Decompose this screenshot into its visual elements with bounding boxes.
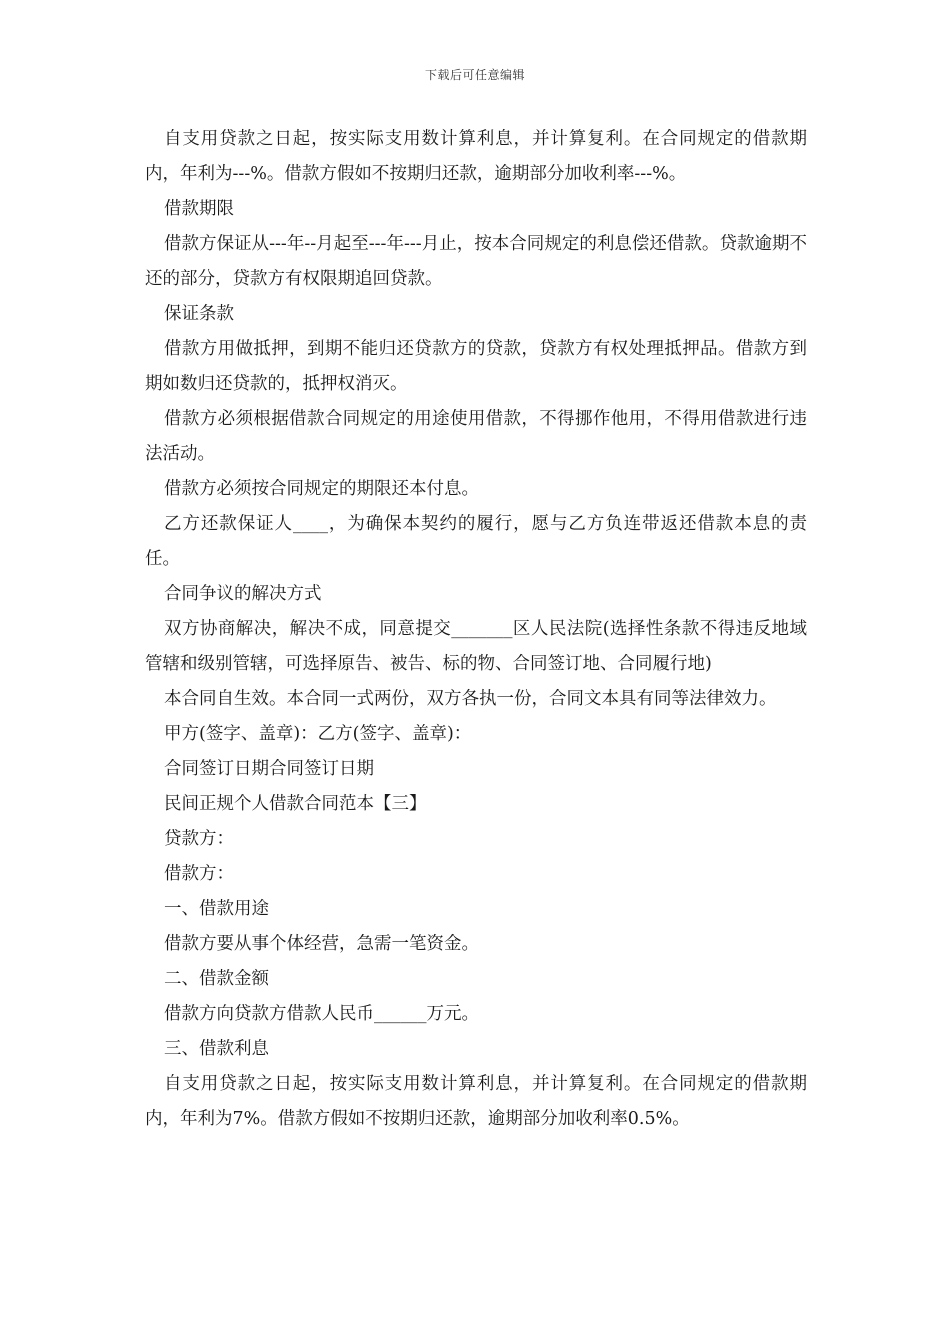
paragraph-collateral: 借款方用做抵押，到期不能归还贷款方的贷款，贷款方有权处理抵押品。借款方到期如数归还贷款的，抵押权消灭。	[145, 339, 807, 394]
page-header: 下载后可任意编辑	[424, 68, 525, 82]
heading-guarantee: 保证条款	[164, 304, 234, 324]
document-body	[145, 122, 807, 1137]
paragraph-usage: 借款方必须根据借款合同规定的用途使用借款，不得挪作他用，不得用借款进行违法活动。	[145, 409, 807, 464]
paragraph-repayment: 借款方必须按合同规定的期限还本付息。	[164, 479, 479, 499]
heading-purpose: 一、借款用途	[164, 899, 269, 919]
signature-line: 甲方(签字、盖章)：乙方(签字、盖章)：	[164, 724, 472, 744]
paragraph-dispute: 双方协商解决，解决不成，同意提交_______区人民法院(选择性条款不得违反地域管辖和级别管辖，可选择原告、被告、标的物、合同签订地、合同履行地)	[145, 619, 807, 674]
heading-amount: 二、借款金额	[164, 969, 269, 989]
section-title: 民间正规个人借款合同范本【三】	[164, 794, 427, 814]
paragraph-loan-term: 借款方保证从---年--月起至---年---月止，按本合同规定的利息偿还借款。贷款逾期不还的部分，贷款方有权限期追回贷款。	[145, 234, 807, 289]
paragraph-effect: 本合同自生效。本合同一式两份，双方各执一份，合同文本具有同等法律效力。	[164, 689, 777, 709]
signing-date-line: 合同签订日期合同签订日期	[164, 759, 374, 779]
heading-dispute: 合同争议的解决方式	[164, 584, 322, 604]
paragraph-interest-terms: 自支用贷款之日起，按实际支用数计算利息，并计算复利。在合同规定的借款期内，年利为---%。借款方假如不按期归还款，逾期部分加收利率---%。	[145, 129, 807, 184]
borrower-line: 借款方：	[164, 864, 234, 884]
paragraph-guarantor: 乙方还款保证人____，为确保本契约的履行，愿与乙方负连带返还借款本息的责任。	[145, 514, 807, 569]
lender-line: 贷款方：	[164, 829, 234, 849]
heading-interest: 三、借款利息	[164, 1039, 269, 1059]
paragraph-amount: 借款方向贷款方借款人民币______万元。	[164, 1004, 479, 1024]
heading-loan-term: 借款期限	[164, 199, 234, 219]
paragraph-interest: 自支用贷款之日起，按实际支用数计算利息，并计算复利。在合同规定的借款期内，年利为7%。借款方假如不按期归还款，逾期部分加收利率0.5%。	[145, 1074, 807, 1129]
paragraph-purpose: 借款方要从事个体经营，急需一笔资金。	[164, 934, 479, 954]
